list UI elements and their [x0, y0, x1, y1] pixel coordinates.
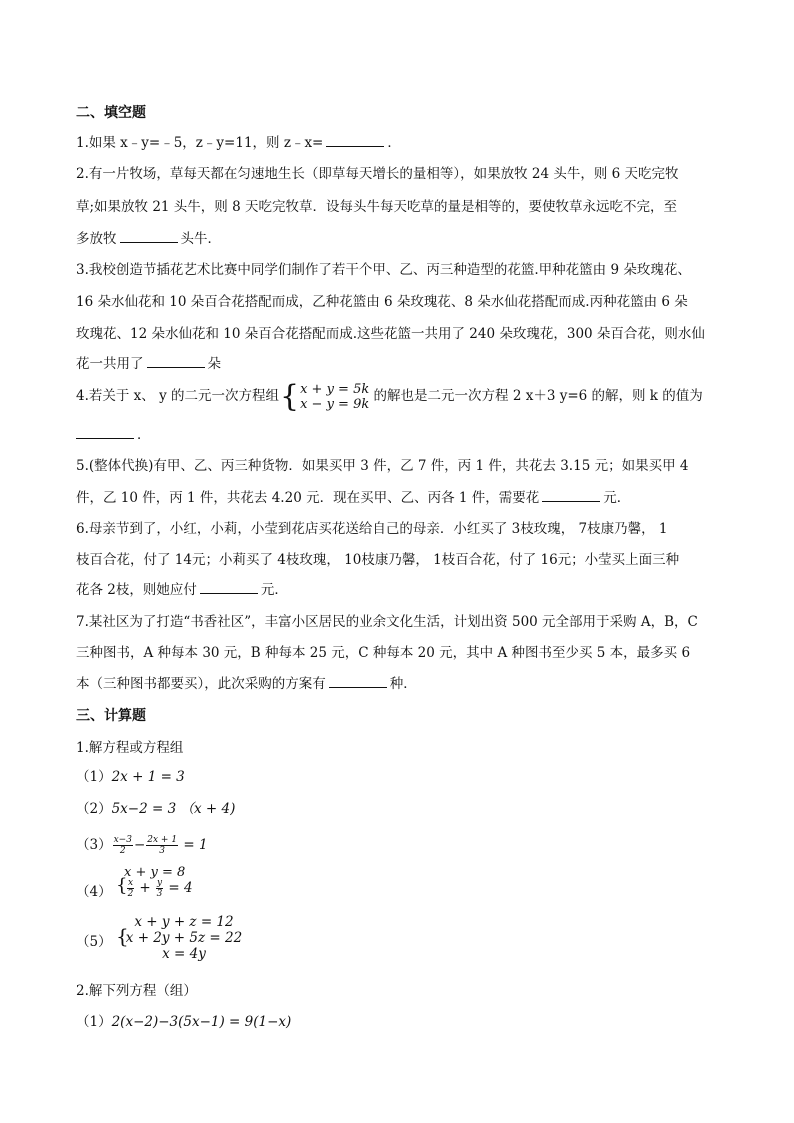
- question-2-line-1: 2.有一片牧场，草每天都在匀速地生长（即草每天增长的量相等），如果放牧 24 头牛，则 6 天吃完牧: [76, 166, 679, 182]
- question-2-line-3: [76, 229, 221, 249]
- question-4-line-2: [76, 425, 151, 445]
- answer-blank[interactable]: [326, 134, 384, 147]
- q4-end: ．: [137, 427, 151, 443]
- question-7-line-1: 7.某社区为了打造“书香社区”，丰富小区居民的业余文化生活，计划出资 500 元全部用于采购 A，B，C: [76, 614, 698, 630]
- q3-end: 朵: [207, 356, 221, 372]
- q1-text: 1.如果 x﹣y=﹣5，z﹣y=11，则 z﹣x=: [76, 135, 324, 151]
- question-5-line-1: 5.(整体代换)有甲、乙、丙三种货物．如果买甲 3 件，乙 7 件，丙 1 件，共花去 3.15 元；如果买甲 4: [76, 458, 689, 474]
- problem-1-item-1: [76, 767, 185, 787]
- answer-blank[interactable]: [329, 675, 387, 688]
- fraction: [156, 878, 163, 899]
- fraction: [146, 835, 178, 856]
- question-7-line-3: [76, 674, 417, 694]
- question-3-line-1: 3.我校创造节插花艺术比赛中同学们制作了若干个甲、乙、丙三种造型的花篮.甲种花篮由 9 朵玫瑰花、: [76, 262, 691, 278]
- problem-1-item-2: [76, 799, 235, 819]
- question-3-line-3: 玫瑰花、12 朵水仙花和 10 朵百合花搭配而成.这些花篮一共用了 240 朵玫瑰花，300 朵百合花，则水仙: [76, 326, 705, 342]
- q7-end: 种．: [389, 676, 417, 692]
- equation: 5x−2 = 3 （x + 4): [111, 801, 236, 817]
- denominator: 2: [119, 846, 126, 856]
- numerator: 2x + 1: [147, 835, 178, 845]
- q2-end: 头牛．: [180, 231, 221, 247]
- fraction: [113, 835, 133, 856]
- answer-blank[interactable]: [76, 426, 134, 439]
- system-equation-1: x + y + z = 12: [134, 914, 234, 930]
- item-label: （3）: [76, 837, 112, 853]
- q4-text-cont: 的解也是二元一次方程 2 x＋3 y=6 的解，则 k 的值为: [373, 388, 703, 404]
- item-label: （4）: [76, 884, 112, 900]
- system-equation-1: x + y = 8: [124, 865, 186, 880]
- question-7-line-2: 三种图书，A 种每本 30 元，B 种每本 25 元，C 种每本 20 元，其中 A 种图书至少买 5 本，最多买 6: [76, 645, 691, 661]
- system-equation-2: x + 2y + 5z = 22: [125, 930, 243, 946]
- question-6-line-1: 6.母亲节到了，小红，小莉，小莹到花店买花送给自己的母亲．小红买了 3枝玫瑰， 7枝康乃馨， 1: [76, 521, 668, 537]
- equation-rhs: = 4: [168, 880, 193, 896]
- q5-end: 元．: [603, 490, 631, 506]
- numerator: x−3: [113, 835, 132, 845]
- section-heading-calculation: 三、计算题: [76, 708, 146, 724]
- q6-text: 花各 2枝，则她应付: [76, 582, 197, 598]
- answer-blank[interactable]: [120, 230, 178, 243]
- q6-end: 元．: [260, 582, 288, 598]
- q5-text: 件，乙 10 件，丙 1 件，共花去 4.20 元．现在买甲、乙、丙各 1 件，需要花: [76, 490, 540, 506]
- system-equation-2: x − y = 9k: [300, 396, 370, 412]
- brace-symbol: {: [116, 924, 129, 948]
- numerator: y: [156, 878, 163, 888]
- question-6-line-2: 枝百合花，付了 14元；小莉买了 4枝玫瑰， 10枝康乃馨， 1枝百合花，付了 16元；小莹买上面三种: [76, 552, 680, 568]
- numerator: x: [128, 878, 134, 888]
- equation: 2(x−2)−3(5x−1) = 9(1−x): [111, 1014, 292, 1030]
- brace-symbol: {: [116, 875, 128, 896]
- question-6-line-3: [76, 580, 288, 600]
- item-label: （5）: [76, 934, 112, 950]
- question-1: [76, 133, 401, 153]
- item-label: （2）: [76, 801, 112, 817]
- system-equation-3: x = 4y: [162, 946, 206, 962]
- problem-2-title: 2.解下列方程（组）: [76, 983, 197, 999]
- problem-1-title: 1.解方程或方程组: [76, 740, 184, 756]
- q2-text: 多放牧: [76, 231, 117, 247]
- fraction: [127, 878, 134, 899]
- section-heading-fill-in: 二、填空题: [76, 105, 146, 121]
- q7-text: 本（三种图书都要买），此次采购的方案有: [76, 676, 326, 692]
- answer-blank[interactable]: [542, 489, 600, 502]
- operator: −: [133, 837, 146, 853]
- equation: 2x + 1 = 3: [111, 769, 185, 785]
- answer-blank[interactable]: [200, 581, 258, 594]
- question-4-line-1: [76, 380, 703, 412]
- problem-1-item-5: [76, 914, 336, 964]
- q3-text: 花一共用了: [76, 356, 144, 372]
- item-label: （1）: [76, 769, 112, 785]
- item-label: （1）: [76, 1014, 112, 1030]
- question-3-line-4: [76, 354, 221, 374]
- q1-end: ．: [387, 135, 401, 151]
- equation-system: [300, 382, 369, 412]
- equation-rhs: = 1: [183, 837, 208, 853]
- denominator: 3: [156, 889, 163, 899]
- question-5-line-2: [76, 488, 630, 508]
- brace-symbol: {: [280, 378, 300, 414]
- system-equation-1: x + y = 5k: [300, 381, 370, 397]
- question-3-line-2: 16 朵水仙花和 10 朵百合花搭配而成，乙种花篮由 6 朵玫瑰花、8 朵水仙花搭配而成.丙种花篮由 6 朵: [76, 294, 688, 310]
- denominator: 2: [127, 889, 134, 899]
- problem-2-item-1: [76, 1012, 291, 1032]
- answer-blank[interactable]: [147, 355, 205, 368]
- system-equation-2: $\frac{x}{2}$ + $\frac{y}{3}$ = 4: [127, 878, 193, 899]
- problem-1-item-3: [76, 830, 208, 860]
- denominator: 3: [159, 846, 166, 856]
- question-2-line-2: 草;如果放牧 21 头牛，则 8 天吃完牧草．设每头牛每天吃草的量是相等的，要使牧草永远吃不完，至: [76, 199, 677, 215]
- q4-text: 4.若关于 x、 y 的二元一次方程组: [76, 388, 279, 404]
- equation-system: [124, 914, 244, 962]
